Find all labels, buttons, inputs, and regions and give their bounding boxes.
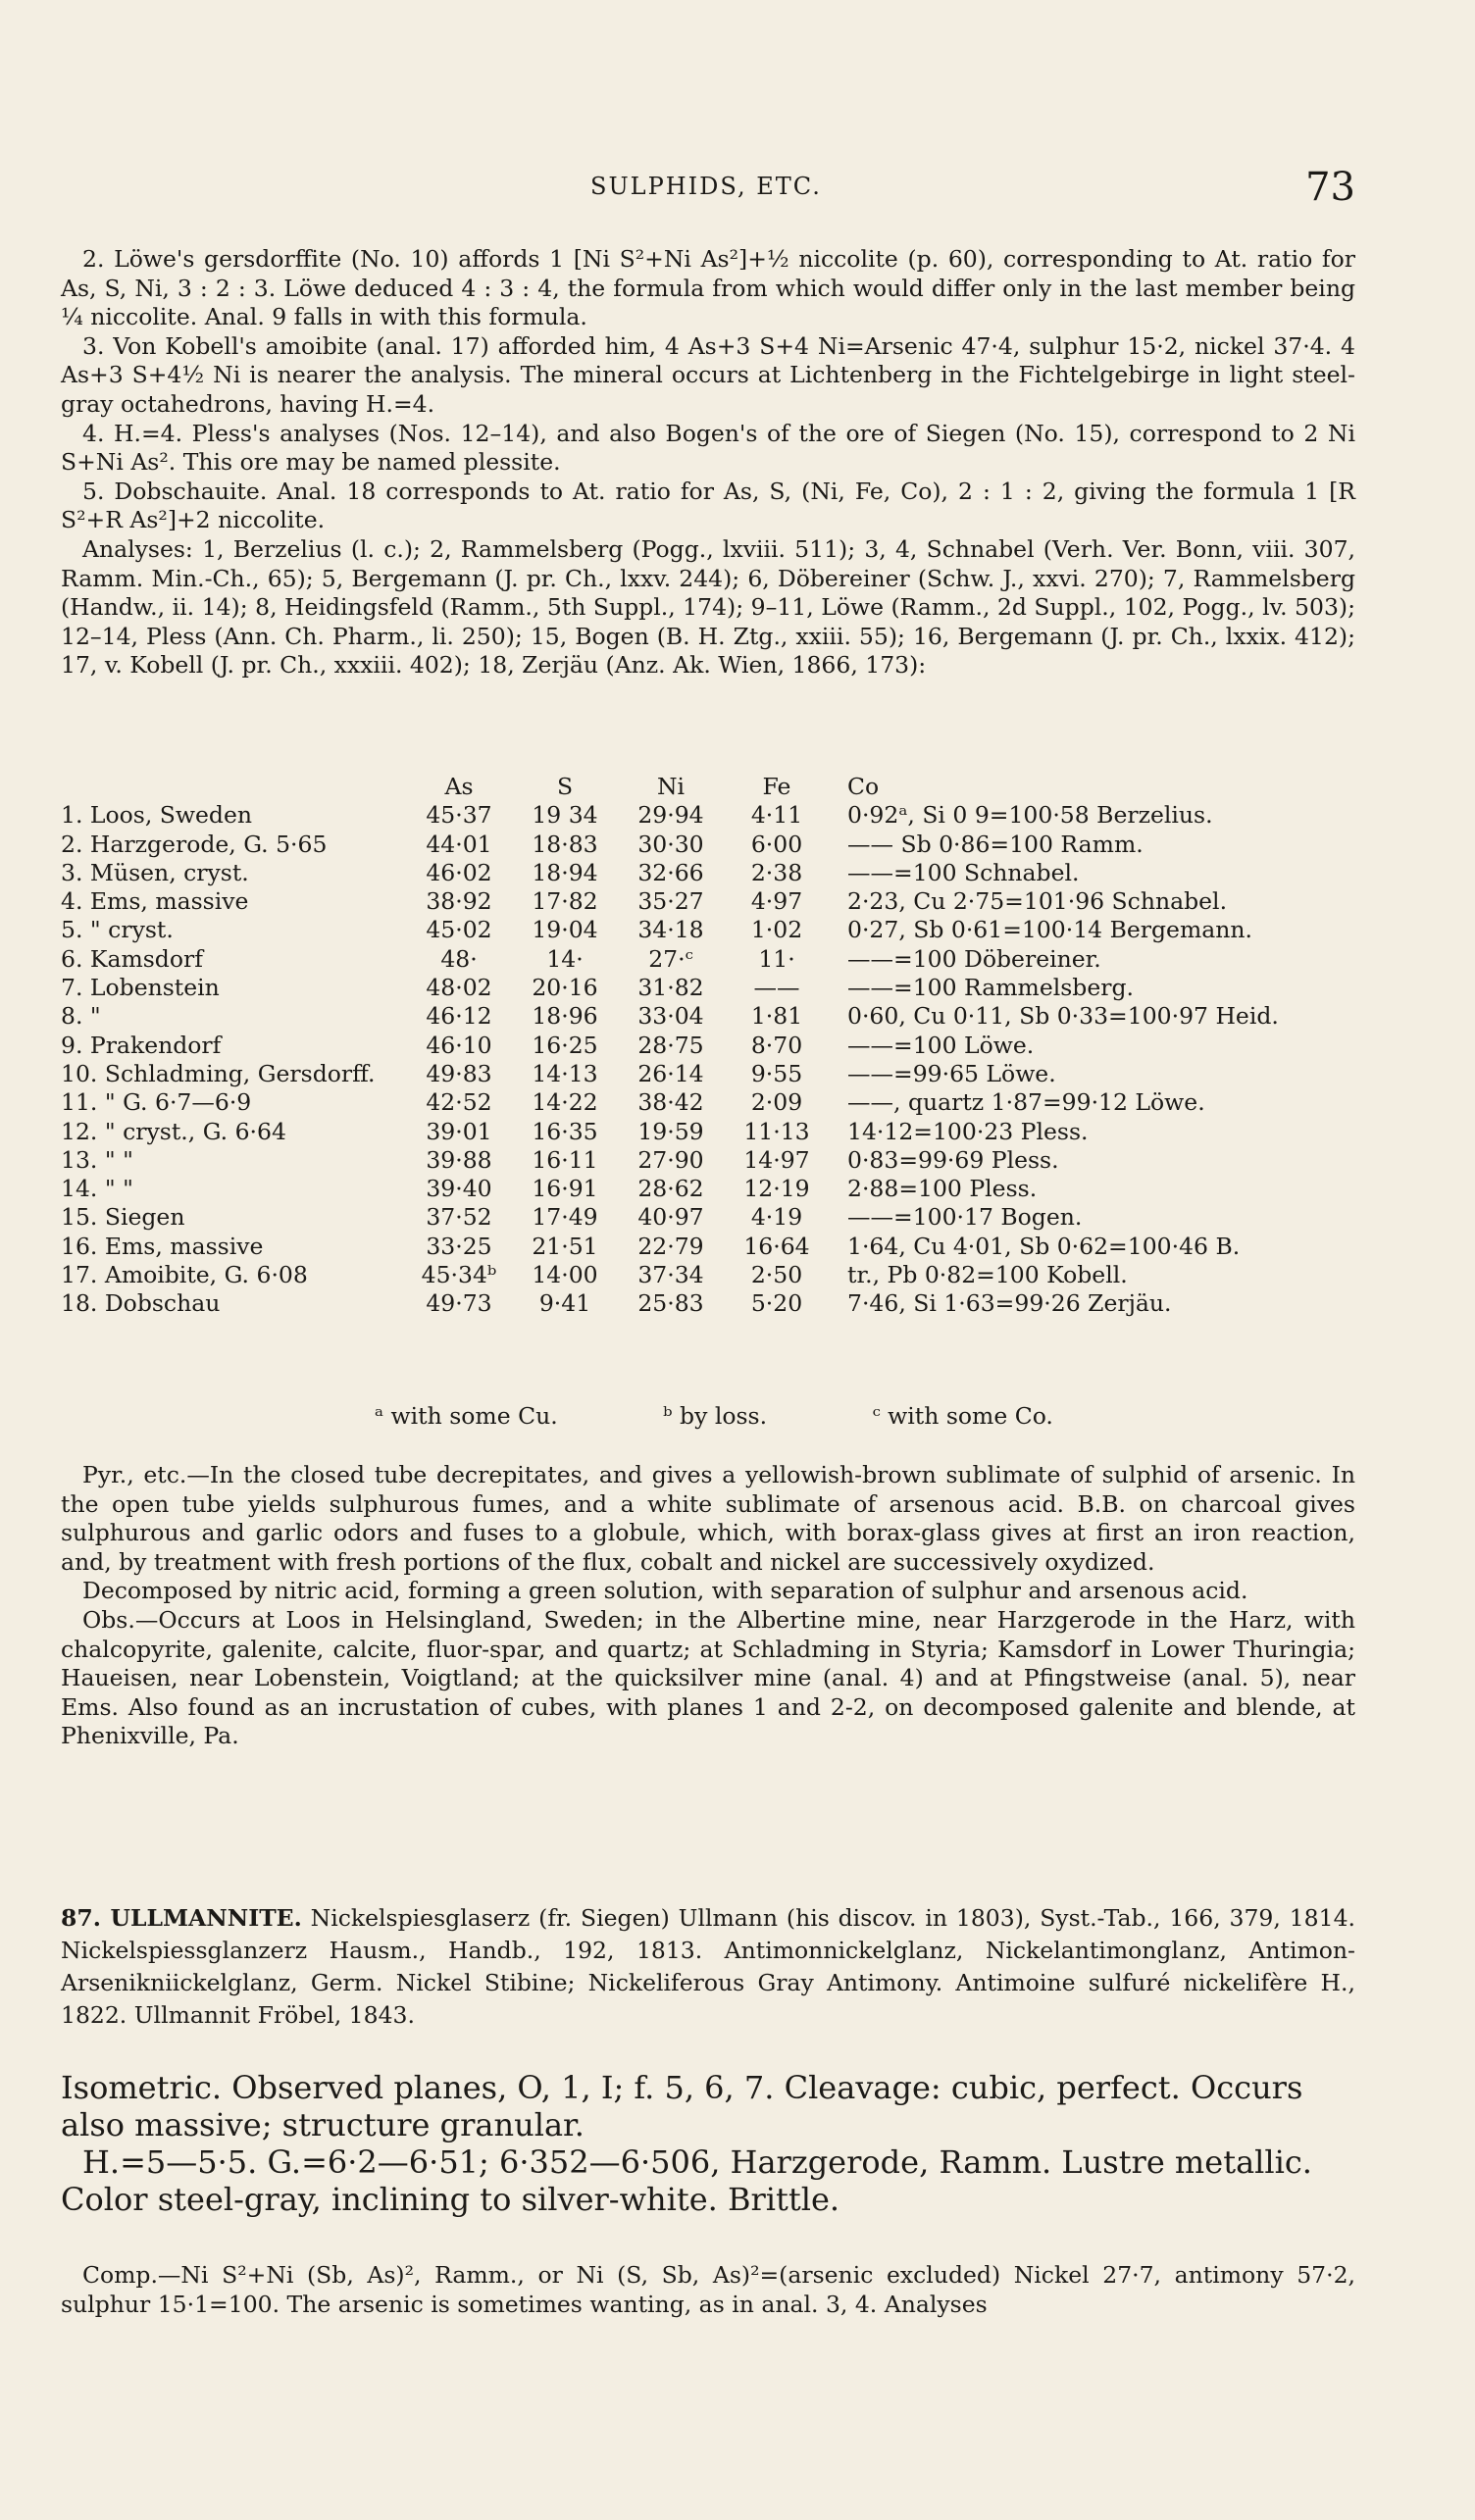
table-cell: 12. " cryst., G. 6·64 <box>61 1117 286 1145</box>
table-cell: 14· <box>546 944 584 973</box>
table-cell: 45·34ᵇ <box>421 1261 497 1289</box>
table-row <box>61 1289 1318 1318</box>
table-cell: 0·60, Cu 0·11, Sb 0·33=100·97 Heid. <box>847 1002 1279 1031</box>
ullmannite-synonymy <box>61 1902 1355 2032</box>
table-cell: 16·11 <box>532 1145 598 1174</box>
footnote-a: ᵃ with some Cu. <box>375 1402 558 1430</box>
table-cell: 0·83=99·69 Pless. <box>847 1145 1059 1174</box>
table-row <box>61 831 1318 859</box>
table-cell: 22·79 <box>637 1232 704 1260</box>
table-cell: 18. Dobschau <box>61 1289 221 1318</box>
table-cell: 1·81 <box>750 1002 803 1031</box>
table-cell: 7. Lobenstein <box>61 974 220 1002</box>
paragraph-pyrognostics: Pyr., etc.—In the closed tube decrepitates, and gives a yellowish-brown sublimate of sulphid of arsenic. In the open tube yields sulphurous fumes, and a white sublimate of arsenous acid. B.B. on charcoal gives sulphurous and garlic odors and fuses to a globule, which, with borax-glass gives at first an iron reaction, and, by treatment with fresh portions of the flux, cobalt and nickel are successively oxydized. <box>61 1461 1355 1576</box>
table-header: S <box>556 773 574 800</box>
table-cell: 3. Müsen, cryst. <box>61 858 249 886</box>
table-cell: 2·50 <box>750 1261 803 1289</box>
table-cell: 2·23, Cu 2·75=101·96 Schnabel. <box>847 887 1228 916</box>
table-row <box>61 1002 1318 1031</box>
table-cell: 2·38 <box>750 858 803 886</box>
table-cell: 17. Amoibite, G. 6·08 <box>61 1261 308 1289</box>
page <box>61 0 1355 2520</box>
table-cell: 44·01 <box>426 830 492 858</box>
table-cell: 5·20 <box>750 1289 803 1318</box>
table-cell: 10. Schladming, Gersdorff. <box>61 1059 376 1087</box>
composition-text: Comp.—Ni S²+Ni (Sb, As)², Ramm., or Ni (S, Sb, As)²=(arsenic excluded) Nickel 27·7, antimony 57·2, sulphur 15·1=100. The arsenic is sometimes wanting, as in anal. 3, 4. Analyses <box>61 2261 1355 2318</box>
composition <box>61 2260 1355 2319</box>
table-cell: 37·34 <box>637 1261 704 1289</box>
table-row <box>61 1261 1318 1289</box>
paragraph-dobschauite: 5. Dobschauite. Anal. 18 corresponds to At. ratio for As, S, (Ni, Fe, Co), 2 : 1 : 2, giving the formula 1 [R S²+R As²]+2 niccolite. <box>61 477 1355 534</box>
table-cell: 26·14 <box>637 1059 704 1087</box>
table-cell: 27·90 <box>637 1145 704 1174</box>
table-cell: 18·96 <box>532 1002 598 1031</box>
table-cell: 4·19 <box>750 1203 803 1232</box>
table-cell: 19 34 <box>532 801 598 830</box>
table-cell: 33·04 <box>637 1002 704 1031</box>
table-row <box>61 916 1318 944</box>
paragraphs-lower <box>61 1461 1355 1751</box>
table-cell: 2·88=100 Pless. <box>847 1175 1038 1203</box>
table-cell: 49·83 <box>426 1059 492 1087</box>
analyses-table <box>61 773 1318 1319</box>
table-cell: 2. Harzgerode, G. 5·65 <box>61 830 328 858</box>
table-cell: 40·97 <box>637 1203 704 1232</box>
table-cell: ——=100 Schnabel. <box>847 858 1080 886</box>
table-cell: 15. Siegen <box>61 1203 185 1232</box>
section-heading: 87. ULLMANNITE. <box>61 1904 302 1932</box>
running-head <box>61 165 1355 212</box>
table-cell: 48·02 <box>426 974 492 1002</box>
table-cell: 37·52 <box>426 1203 492 1232</box>
section-text: Nickelspiesglaserz (fr. Siegen) Ullmann (his discov. in 1803), Syst.-Tab., 166, 379, 1814. Nickelspiessglanzerz Hausm., Handb., 192, 1813. Antimonnickelglanz, Nickelantimonglanz, Antimon-Arsenikniickelglanz, Germ. Nickel Stibine; Nickeliferous Gray Antimony. Antimoine sulfuré nickelifère H., 1822. Ullmannit Fröbel, 1843. <box>61 1904 1355 2029</box>
paragraph-analyses-sources: Analyses: 1, Berzelius (l. c.); 2, Rammelsberg (Pogg., lxviii. 511); 3, 4, Schnabel (Verh. Ver. Bonn, viii. 307, Ramm. Min.-Ch., 65); 5, Bergemann (J. pr. Ch., lxxv. 244); 6, Döbereiner (Schw. J., xxvi. 270); 7, Rammelsberg (Handw., ii. 14); 8, Heidingsfeld (Ramm., 5th Suppl., 174); 9–11, Löwe (Ramm., 2d Suppl., 102, Pogg., lv. 503); 12–14, Pless (Ann. Ch. Pharm., li. 250); 15, Bogen (B. H. Ztg., xxiii. 55); 16, Bergemann (J. pr. Ch., lxxix. 412); 17, v. Kobell (J. pr. Ch., xxxiii. 402); 18, Zerjäu (Anz. Ak. Wien, 1866, 173): <box>61 534 1355 680</box>
table-cell: 14. " " <box>61 1175 133 1203</box>
table-row <box>61 945 1318 974</box>
table-cell: 14·00 <box>532 1261 598 1289</box>
table-cell: 38·42 <box>637 1088 704 1117</box>
table-cell: 39·88 <box>426 1145 492 1174</box>
table-cell: 11· <box>758 944 795 973</box>
table-cell: ——=99·65 Löwe. <box>847 1059 1056 1087</box>
table-cell: 29·94 <box>637 801 704 830</box>
table-cell: 48· <box>440 944 478 973</box>
table-cell: 28·62 <box>637 1175 704 1203</box>
table-cell: 19·04 <box>532 916 598 944</box>
table-cell: 14·97 <box>743 1145 810 1174</box>
paragraph-gersdorffite: 2. Löwe's gersdorffite (No. 10) affords 1 [Ni S²+Ni As²]+½ niccolite (p. 60), corresponding to At. ratio for As, S, Ni, 3 : 2 : 3. Löwe deduced 4 : 3 : 4, the formula from which would differ only in the last member being ¼ niccolite. Anal. 9 falls in with this formula. <box>61 245 1355 331</box>
table-cell: 17·49 <box>532 1203 598 1232</box>
ullmannite-entry <box>61 1902 1355 2032</box>
table-cell: tr., Pb 0·82=100 Kobell. <box>847 1261 1128 1289</box>
table-cell: 16·91 <box>532 1175 598 1203</box>
table-cell: 35·27 <box>637 887 704 916</box>
table-header-row <box>61 773 1318 801</box>
table-cell: 9·55 <box>750 1059 803 1087</box>
table-cell: 14·12=100·23 Pless. <box>847 1117 1089 1145</box>
table-cell: 11·13 <box>743 1117 810 1145</box>
table-cell: 5. " cryst. <box>61 916 174 944</box>
table-cell: 1·02 <box>750 916 803 944</box>
table-row <box>61 974 1318 1002</box>
table-cell: ——=100 Löwe. <box>847 1031 1035 1059</box>
table-row <box>61 1118 1318 1146</box>
table-cell: 14·22 <box>532 1088 598 1117</box>
footnote-b: ᵇ by loss. <box>663 1402 768 1430</box>
table-cell: 1. Loos, Sweden <box>61 801 252 830</box>
table-row <box>61 1175 1318 1203</box>
table-row <box>61 887 1318 916</box>
table-cell: 1·64, Cu 4·01, Sb 0·62=100·46 B. <box>847 1232 1241 1260</box>
table-cell: 38·92 <box>426 887 492 916</box>
table-cell: 7·46, Si 1·63=99·26 Zerjäu. <box>847 1289 1172 1318</box>
table-cell: 18·94 <box>532 858 598 886</box>
footnote-c: ᶜ with some Co. <box>872 1402 1053 1430</box>
table-cell: 14·13 <box>532 1059 598 1087</box>
table-cell: 39·01 <box>426 1117 492 1145</box>
table-cell: 9·41 <box>538 1289 591 1318</box>
paragraph-decomposition: Decomposed by nitric acid, forming a green solution, with separation of sulphur and arsenous acid. <box>82 1577 1248 1605</box>
table-cell: 20·16 <box>532 974 598 1002</box>
table-cell: 49·73 <box>426 1289 492 1318</box>
table-cell: 30·30 <box>637 830 704 858</box>
table-cell: 16·64 <box>743 1232 810 1260</box>
table-cell: 27·ᶜ <box>648 944 693 973</box>
table-cell: 46·12 <box>426 1002 492 1031</box>
table-header <box>61 773 406 801</box>
table-cell: 18·83 <box>532 830 598 858</box>
table-header: As <box>444 773 474 800</box>
table-row <box>61 859 1318 887</box>
table-cell: 6. Kamsdorf <box>61 944 203 973</box>
table-cell: 8·70 <box>750 1031 803 1059</box>
table-footnotes <box>375 1402 1151 1430</box>
table-cell: 39·40 <box>426 1175 492 1203</box>
description <box>61 2069 1355 2218</box>
table-row <box>61 1088 1318 1117</box>
table-header: Co <box>847 773 880 800</box>
table-cell: 17·82 <box>532 887 598 916</box>
table-cell: 42·52 <box>426 1088 492 1117</box>
table-cell: 33·25 <box>426 1232 492 1260</box>
page-number: 73 <box>1305 165 1355 210</box>
table-cell: 13. " " <box>61 1145 133 1174</box>
table-cell: 0·92ᵃ, Si 0 9=100·58 Berzelius. <box>847 801 1213 830</box>
table-row <box>61 801 1318 830</box>
table-cell: 0·27, Sb 0·61=100·14 Bergemann. <box>847 916 1252 944</box>
table-cell: 6·00 <box>750 830 803 858</box>
table-cell: 12·19 <box>743 1175 810 1203</box>
paragraph-amoibite: 3. Von Kobell's amoibite (anal. 17) afforded him, 4 As+3 S+4 Ni=Arsenic 47·4, sulphur 15·2, nickel 37·4. 4 As+3 S+4½ Ni is nearer the analysis. The mineral occurs at Lichtenberg in the Fichtelgebirge in light steel-gray octahedrons, having H.=4. <box>61 331 1355 418</box>
table-cell: 16·35 <box>532 1117 598 1145</box>
table-cell: 28·75 <box>637 1031 704 1059</box>
table-cell: —— Sb 0·86=100 Ramm. <box>847 830 1144 858</box>
running-head-title: SULPHIDS, ETC. <box>590 173 822 200</box>
table-cell: 21·51 <box>532 1232 598 1260</box>
table-cell: 46·10 <box>426 1031 492 1059</box>
table-header: Ni <box>656 773 686 800</box>
table-cell: 4. Ems, massive <box>61 887 249 916</box>
table-cell: 32·66 <box>637 858 704 886</box>
paragraphs-top <box>61 245 1355 680</box>
table-cell: 4·11 <box>750 801 803 830</box>
paragraph-occurrence: Obs.—Occurs at Loos in Helsingland, Sweden; in the Albertine mine, near Harzgerode in the Harz, with chalcopyrite, galenite, calcite, fluor-spar, and quartz; at Schladming in Styria; Kamsdorf in Lower Thuringia; Haueisen, near Lobenstein, Voigtland; at the quicksilver mine (anal. 4) and at Pfingstweise (anal. 5), near Ems. Also found as an incrustation of cubes, with planes 1 and 2-2, on decomposed galenite and blende, at Phenixville, Pa. <box>61 1605 1355 1750</box>
table-row <box>61 1146 1318 1175</box>
table-row <box>61 1233 1318 1261</box>
table-body <box>61 801 1318 1318</box>
table-cell: 11. " G. 6·7—6·9 <box>61 1088 252 1117</box>
table-cell: ——=100 Döbereiner. <box>847 944 1101 973</box>
table-cell: ——, quartz 1·87=99·12 Löwe. <box>847 1088 1205 1117</box>
table-cell: 45·37 <box>426 801 492 830</box>
table-cell: 45·02 <box>426 916 492 944</box>
table-cell: 4·97 <box>750 887 803 916</box>
table-cell: 46·02 <box>426 858 492 886</box>
table-cell: 16·25 <box>532 1031 598 1059</box>
table-cell: 19·59 <box>637 1117 704 1145</box>
table-cell: 16. Ems, massive <box>61 1232 264 1260</box>
table-cell: 25·83 <box>637 1289 704 1318</box>
table-header: Fe <box>762 773 791 800</box>
table-cell: ——=100 Rammelsberg. <box>847 974 1135 1002</box>
description-crystallography: Isometric. Observed planes, O, 1, I; f. 5, 6, 7. Cleavage: cubic, perfect. Occurs also massive; structure granular. <box>61 2069 1303 2143</box>
table-row <box>61 1060 1318 1088</box>
table-row <box>61 1032 1318 1060</box>
table-cell: 31·82 <box>637 974 704 1002</box>
table-cell: —— <box>753 974 800 1002</box>
table-cell: 34·18 <box>637 916 704 944</box>
paragraph-plessite: 4. H.=4. Pless's analyses (Nos. 12–14), and also Bogen's of the ore of Siegen (No. 15), correspond to 2 Ni S+Ni As². This ore may be named plessite. <box>61 419 1355 477</box>
table-row <box>61 1203 1318 1232</box>
table-cell: 2·09 <box>750 1088 803 1117</box>
table-cell: 9. Prakendorf <box>61 1031 222 1059</box>
table-cell: 8. " <box>61 1002 101 1031</box>
table-cell: ——=100·17 Bogen. <box>847 1203 1083 1232</box>
description-physical: H.=5—5·5. G.=6·2—6·51; 6·352—6·506, Harzgerode, Ramm. Lustre metallic. Color steel-gray, inclining to silver-white. Brittle. <box>61 2143 1312 2218</box>
